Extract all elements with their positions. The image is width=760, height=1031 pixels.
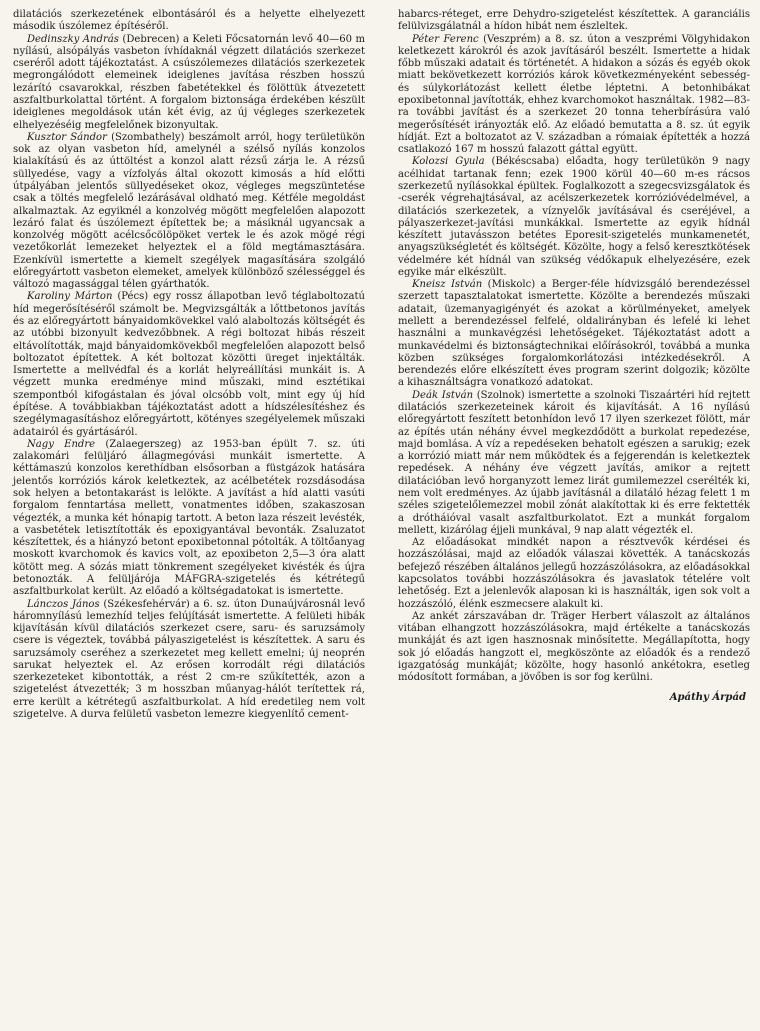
speaker-name: Karoliny Márton [27,291,113,303]
speaker-name: Nagy Endre [27,438,96,450]
left-column [13,9,365,1031]
paragraph: Kolozsi Gyula (Békéscsaba) előadta, hogy területükön 9 nagy acélhidat tartanak fenn; ezek 1900 körül 40—60 m-es rácsos szerkezetű nyílásokkal épültek. Foglalkozott a szegecsvizsgálatok és -cserék végrehajtásával, az acélszerkezetek korrózióvédelmével, a dilatációs szerkezetek, a víznyelők javításával és cseréjével, a pályaszerkezet-javítási munkákkal. Ismertette az egyik hídnál készített jutavásszon betétes Eporesit-szigetelés munkamenetét, anyagszükségletét és költségét. Közölte, hogy a felső keresztkötések védelmére két hídnál van szükség védőkapuk elhelyezésére, ezek egyike már elkészült. [398,156,750,278]
speaker-name: Dedinszky András [27,33,119,45]
paragraph: Karoliny Márton (Pécs) egy rossz állapotban levő téglaboltozatú híd megerősítéséről számolt be. Megvizsgálták a lőttbetonos javítás és az előregyártott bányaidomkövekkel való alaboltozás költségét és az utóbbi bizonyult kedvezőbbnek. A régi boltozat hibás részeit eltávolították, majd bányaidomkövekből megfelelően alapozott belső boltozatot építettek. A két boltozat közötti üreget injektálták. Ismertette a mellvédfal és a korlát helyreállítási munkáit is. A végzett munka eredménye mind műszaki, mind esztétikai szempontból kifogástalan és jóval olcsóbb volt, mint egy új híd építése. A továbbiakban tájékoztatást adott a hídszélesítéshez és szegélymagasításhoz előregyártott, kötényes szegélyelemek műszaki adatairól és gyártásáról. [13,291,365,438]
paragraph: Péter Ferenc (Veszprém) a 8. sz. úton a veszprémi Völgyhidakon keletkezett károkról és azok javításáról beszélt. Ismertette a hidak főbb műszaki adatait és történetét. A hidakon a sózás és egyéb okok miatt bekövetkezett korróziós károk következményeként sebesség- és súlykorlátozást kellett életbe léptetni. A betonhibákat epoxibetonnal javították, ehhez kvarchomokot használtak. 1982—83-ra további javítást és a szerkezet 20 tonna teherbírásúra való megerősítését irányozták elő. Az előadó bemutatta a 8. sz. út egyik hídját. Ezt a boltozatot az V. században a rómaiak építették a hozzá csatlakozó 167 m hosszú falazott gáttal együtt. [398,33,750,156]
author-signature: Apáthy Árpád [669,692,746,704]
paragraph: habarcs-réteget, erre Dehydro-szigetelést készítettek. A garanciális felülvizsgálatnál a hídon hibát nem észleltek. [398,9,750,33]
right-column [398,9,750,1031]
paragraph: Az ankét zárszavában dr. Träger Herbert válaszolt az általános vitában elhangzott hozzászólásokra, majd értékelte a tanácskozás munkáját és azt igen hasznosnak minősítette. Megállapította, hogy sok jó előadás hangzott el, megköszönte az előadók és a rendező igazgatóság munkáját; közölte, hogy hasonló ankétokra, esetleg módosított formában, a jövőben is sor fog kerülni. [398,610,750,684]
paragraph: Kusztor Sándor (Szombathely) beszámolt arról, hogy területükön sok az olyan vasbeton híd, amelynél a szélső nyílás konzolos kialakítású és az úttöltést a konzol alatt rézsű zárja le. A rézsű süllyedése, vagy a vízfolyás által okozott kimosás a híd előtti útpályában jelentős süllyedéseket okoz, végleges megszüntetése csak a töltés megfelelő lezárásával oldható meg. Kétféle megoldást alkalmaztak. Az egyiknél a konzolvég mögött megfelelően alapozott lezáró falat és úszólemezt építettek be; a másiknál ugyancsak a konzolvég mögött acélcsőcölöpöket vertek le és azok mögé régi vezetőkorlát lemezeket helyeztek el a föld megtámasztására. Ezenkívül ismertette a kiemelt szegélyek magasítására szolgáló előregyártott vasbeton elemeket, amelyek különböző szélességgel és változó magassággal télen gyárthatók. [13,131,365,291]
speaker-name: Kolozsi Gyula [412,156,485,168]
speaker-name: Péter Ferenc [412,33,479,45]
paragraph: Nagy Endre (Zalaegerszeg) az 1953-ban épült 7. sz. úti zalakomári felüljáró állagmegóvási munkáit ismertette. A kéttámaszú konzolos kerethídban elsősorban a füstgázok hatására jelentős korróziós károk keletkeztek, az acélbetétek rozsdásodása sok helyen a betontakarást is lelökte. A javítást a híd alatti vasúti forgalom fenntartása mellett, vonatmentes időben, szakaszosan végezték, a munka két hónapig tartott. A beton laza részeit levésték, a vasbetétek letisztították és epoxigyantával bevonták. Zsaluzatot készítettek, és a hiányzó betont epoxibetonnal pótolták. A töltőanyag moskott kvarchomok és kavics volt, az epoxibeton 2,5—3 óra alatt kötött meg. A sózás miatt tönkrement szegélyeket kivésték és újra betonozták. A felüljárója MÁFGRA-szigetelés és kétrétegű aszfaltburkolat került. Az előadó a költségadatokat is ismertette. [13,438,365,598]
paragraph: Dedinszky András (Debrecen) a Keleti Főcsatornán levő 40—60 m nyílású, alsópályás vasbeton ívhídaknál végzett dilatációs szerkezet cseréről adott tájékoztatást. A csúszólemezes dilatációs szerkezetek megrongálódott elemeinek ideiglenes javítása részben hosszú lezárító csavarokkal, részben fabetétekkel és fölöttük átvezetett aszfaltburkolattal történt. A forgalom biztonsága érdekében készült ideiglenes megoldások után két évig, az új végleges szerkezetek elhelyezéséig megfelelőnek bizonyultak. [13,33,365,131]
paragraph: Az előadásokat mindkét napon a résztvevők kérdései és hozzászólásai, majd az előadók válaszai követték. A tanácskozás befejező részében általános jellegű hozzászólásokra, az előadásokkal kapcsolatos további hozzászólásokra és javaslatok tételére volt lehetőség. Ezt a jelenlevők alaposan ki is használták, igen sok volt a hozzászóló, élénk eszmecsere alakult ki. [398,537,750,610]
speaker-name: Kneisz István [412,279,483,291]
paragraph: Lánczos János (Székesfehérvár) a 6. sz. úton Dunaújvárosnál levő háromnyílású lemezhíd teljes felújítását ismertette. A felületi hibák kijavításán kívül dilatációs szerkezet csere, saru- és saruzsámoly csere is végeztek, továbbá pályaszigetelést is készítettek. A saru és saruzsámoly cseréhez a szerkezetet meg kellett emelni; új neoprén sarukat helyeztek el. Az erősen korrodált régi dilatációs szerkezeteket kibontották, a rést 2 cm-re szűkítették, azon a szigetelést átvezették; 3 m hosszban műanyag-hálót terítettek rá, erre került a kétrétegű aszfaltburkolat. A híd eredetileg nem volt szigetelve. A durva felületű vasbeton lemezre kiegyenlítő cement- [13,598,365,721]
speaker-name: Lánczos János [27,598,100,610]
paragraph: dilatációs szerkezetének elbontásáról és a helyette elhelyezett második úszólemez építéséről. [13,9,365,33]
speaker-name: Kusztor Sándor [27,131,107,143]
paragraph: Deák István (Szolnok) ismertette a szolnoki Tiszaártéri híd rejtett dilatációs szerkezeteinek károit és kijavítását. A 16 nyílású előregyártott feszített betonhídon levő 17 ilyen szerkezet fölött, már az építés után néhány évvel megkezdődött a burkolat repedezése, majd bomlása. A víz a repedéseken behatolt egészen a sarukig; ezek a korrózió miatt már nem működtek és a fejgerendán is keletkeztek repedések. A néhány éve végzett javítás, amikor a rejtett dilatációban levő horganyzott lemez lirát gumilemezzel cserélték ki, nem volt eredményes. Az újabb javításnál a dilatáló hézag felett 1 m széles szigetelőlemezzel mobil zónát alakítottak ki és erre fektették a drótháióval vasalt aszfaltburkolatot. Ezt a munkát forgalom mellett, kizárólag éjjeli munkával, 9 nap alatt végezték el. [398,389,751,536]
paragraph: Kneisz István (Miskolc) a Berger-féle hídvizsgáló berendezéssel szerzett tapasztalatokat ismertette. Közölte a berendezés műszaki adatait, üzemanyagigényét és azokat a körülményeket, amelyek mellett a berendezéssel felfelé, oldalirányban és lefelé ki lehet használni a munkavégzési lehetőségeket. Tájékoztatást adott a munkavédelmi és biztonságtechnikai előírásokról, továbbá a munka közben szükséges forgalomkorlátozási intézkedésekről. A berendezés előre elkészített éves program szerint dolgozik; közölte a kihasználtságra vonatkozó adatokat. [398,279,751,389]
speaker-name: Deák István [412,389,474,401]
